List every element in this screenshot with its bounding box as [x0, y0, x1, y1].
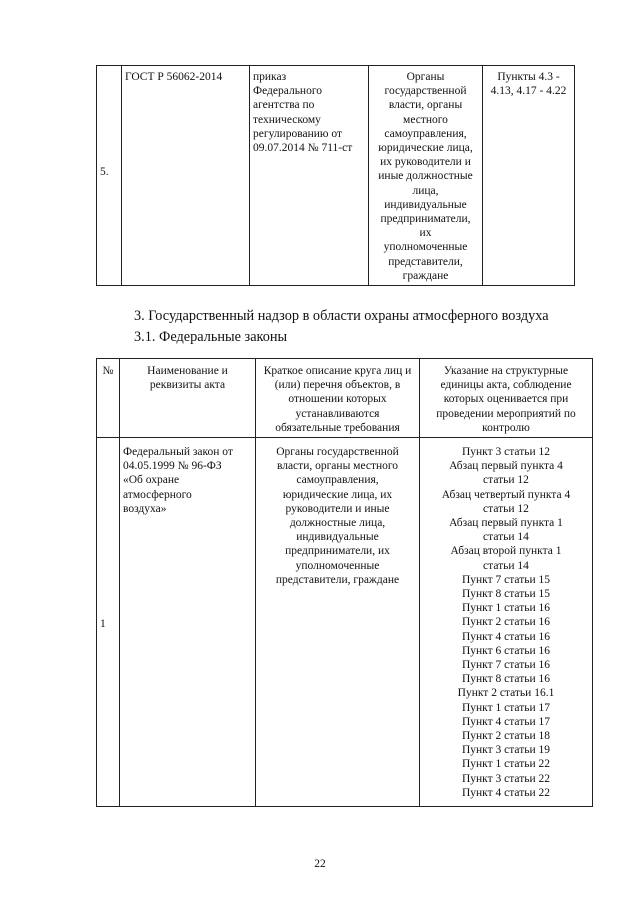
- federal-laws-table: [96, 358, 593, 807]
- text-line: Абзац первый пункта 1: [449, 517, 563, 530]
- text-line: проведении мероприятий по: [436, 407, 576, 420]
- text-line: Пункт 4 статьи 17: [461, 715, 551, 728]
- text-line: статьи 14: [483, 531, 529, 544]
- structural-units: [420, 438, 593, 807]
- text-line: юридические лица,: [378, 142, 473, 155]
- text-line: воздуха»: [123, 502, 167, 515]
- text-line: единицы акта, соблюдение: [440, 379, 572, 392]
- subjects-description: [369, 66, 483, 286]
- text-line: власти, органы местного: [276, 460, 399, 473]
- text-line: Органы: [406, 71, 445, 83]
- text-line: индивидуальные: [384, 198, 467, 211]
- text-line: статьи 12: [483, 474, 529, 487]
- text-line: статьи 12: [483, 502, 529, 515]
- text-line: Краткое описание круга лиц и: [263, 365, 412, 377]
- text-line: уполномоченные: [383, 241, 468, 254]
- text-line: «Об охране: [123, 474, 180, 487]
- text-line: контролю: [482, 421, 530, 434]
- text-line: представители, граждане: [275, 573, 400, 586]
- text-line: Указание на структурные: [443, 365, 569, 377]
- text-line: Пункт 2 статьи 16: [461, 616, 551, 629]
- text-line: агентства по: [253, 99, 315, 112]
- table-row: [97, 66, 575, 286]
- text-line: иные должностные: [378, 170, 473, 183]
- text-line: которых оценивается при: [443, 393, 569, 406]
- text-line: 4.13, 4.17 - 4.22: [490, 85, 567, 98]
- text-line: руководители и иные: [285, 502, 390, 515]
- text-line: Пункт 1 статьи 16: [461, 602, 551, 615]
- text-line: власти, органы: [388, 99, 463, 112]
- text-line: Наименование и: [147, 365, 228, 377]
- text-line: самоуправления,: [296, 474, 379, 487]
- text-line: устанавливаются: [295, 407, 380, 420]
- text-line: уполномоченные: [295, 559, 380, 572]
- header-act-name: [120, 359, 256, 438]
- text-line: Пункт 7 статьи 16: [461, 659, 551, 672]
- text-line: Пункт 3 статьи 19: [461, 744, 551, 757]
- text-line: Пункт 2 статьи 18: [461, 730, 551, 743]
- text-line: Пункт 3 статьи 22: [461, 772, 551, 785]
- text-line: Пункт 1 статьи 17: [461, 701, 551, 714]
- text-line: статьи 14: [483, 559, 529, 572]
- page-number: 22: [314, 858, 326, 870]
- text-line: Абзац второй пункта 1: [450, 545, 562, 558]
- text-line: Федерального: [253, 85, 323, 98]
- text-line: государственной: [384, 85, 467, 98]
- text-line: самоуправления,: [384, 127, 467, 140]
- approving-order: [250, 66, 369, 286]
- structural-units: [483, 66, 575, 286]
- text-line: местного: [403, 113, 448, 126]
- text-line: Органы государственной: [276, 446, 399, 459]
- standard-name: ГОСТ Р 56062-2014: [122, 66, 250, 286]
- text-line: атмосферного: [123, 488, 192, 501]
- text-line: предприниматели, их: [285, 545, 390, 558]
- text-line: представители,: [388, 255, 463, 268]
- text-line: (или) перечня объектов, в: [274, 379, 401, 392]
- row-number: 1: [97, 438, 120, 807]
- text-line: их руководители и: [380, 156, 471, 169]
- text-line: техническому: [253, 113, 321, 126]
- header-number: №: [97, 359, 120, 438]
- text-line: отношении которых: [288, 393, 387, 406]
- act-name: [120, 438, 256, 807]
- header-structural-units: [420, 359, 593, 438]
- text-line: лица,: [412, 184, 439, 197]
- standards-table-continuation: [96, 65, 575, 286]
- text-line: Пункт 2 статьи 16.1: [457, 687, 555, 700]
- text-line: Пункт 3 статьи 12: [461, 446, 551, 459]
- text-line: Пункт 1 статьи 22: [461, 758, 551, 771]
- text-line: Пункты 4.3 -: [497, 71, 560, 83]
- text-line: Абзац четвертый пункта 4: [441, 488, 571, 501]
- text-line: их: [419, 227, 432, 240]
- text-line: приказ: [253, 71, 287, 83]
- text-line: граждане: [402, 269, 449, 282]
- table-row: [97, 438, 593, 807]
- text-line: реквизиты акта: [149, 379, 226, 392]
- text-line: индивидуальные: [296, 531, 379, 544]
- row-number: 5.: [97, 66, 122, 286]
- text-line: Пункт 4 статьи 16: [461, 630, 551, 643]
- text-line: Федеральный закон от: [123, 446, 233, 459]
- subjects-description: [256, 438, 420, 807]
- text-line: Пункт 8 статьи 16: [461, 673, 551, 686]
- text-line: 09.07.2014 № 711-ст: [253, 142, 353, 155]
- text-line: регулированию от: [253, 127, 342, 140]
- text-line: должностные лица,: [289, 517, 386, 530]
- text-line: обязательные требования: [275, 421, 400, 434]
- text-line: Пункт 7 статьи 15: [461, 573, 551, 586]
- section-subheading: 3.1. Федеральные законы: [134, 329, 288, 345]
- section-heading: 3. Государственный надзор в области охраны атмосферного воздуха: [134, 308, 549, 324]
- text-line: 04.05.1999 № 96-ФЗ: [123, 460, 222, 473]
- text-line: Пункт 6 статьи 16: [461, 644, 551, 657]
- text-line: Пункт 8 статьи 15: [461, 588, 551, 601]
- text-line: юридические лица, их: [282, 488, 393, 501]
- text-line: Пункт 4 статьи 22: [461, 786, 551, 799]
- text-line: Абзац первый пункта 4: [449, 460, 563, 473]
- table-header-row: [97, 359, 593, 438]
- header-description: [256, 359, 420, 438]
- text-line: предприниматели,: [380, 213, 471, 226]
